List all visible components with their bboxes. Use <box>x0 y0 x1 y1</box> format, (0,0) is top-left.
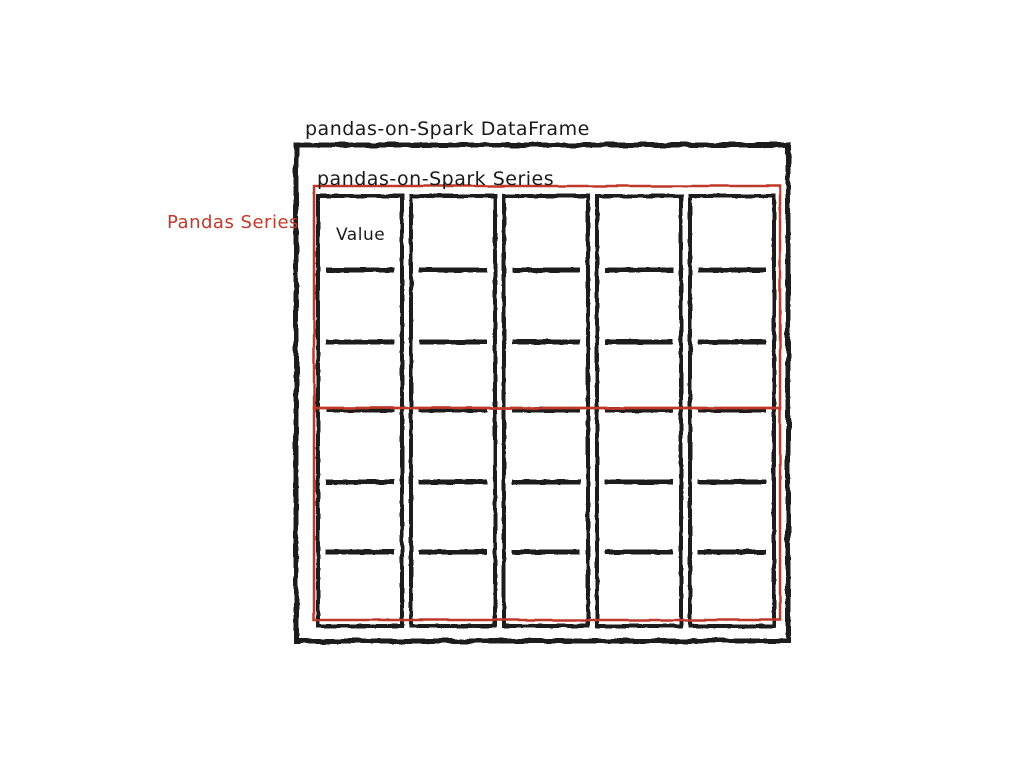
pandas-series-highlights <box>314 186 780 620</box>
cell-dividers <box>326 270 766 552</box>
value-cell-label: Value <box>336 225 386 245</box>
series-title-label: pandas-on-Spark Series <box>317 168 555 190</box>
pandas-series-highlight-lower <box>314 408 780 620</box>
dataframe-title-label: pandas-on-Spark DataFrame <box>305 118 590 140</box>
pandas-series-label: Pandas Series <box>167 212 299 233</box>
dataframe-outer-frame <box>296 145 788 641</box>
pandas-series-highlight-upper <box>314 186 780 408</box>
